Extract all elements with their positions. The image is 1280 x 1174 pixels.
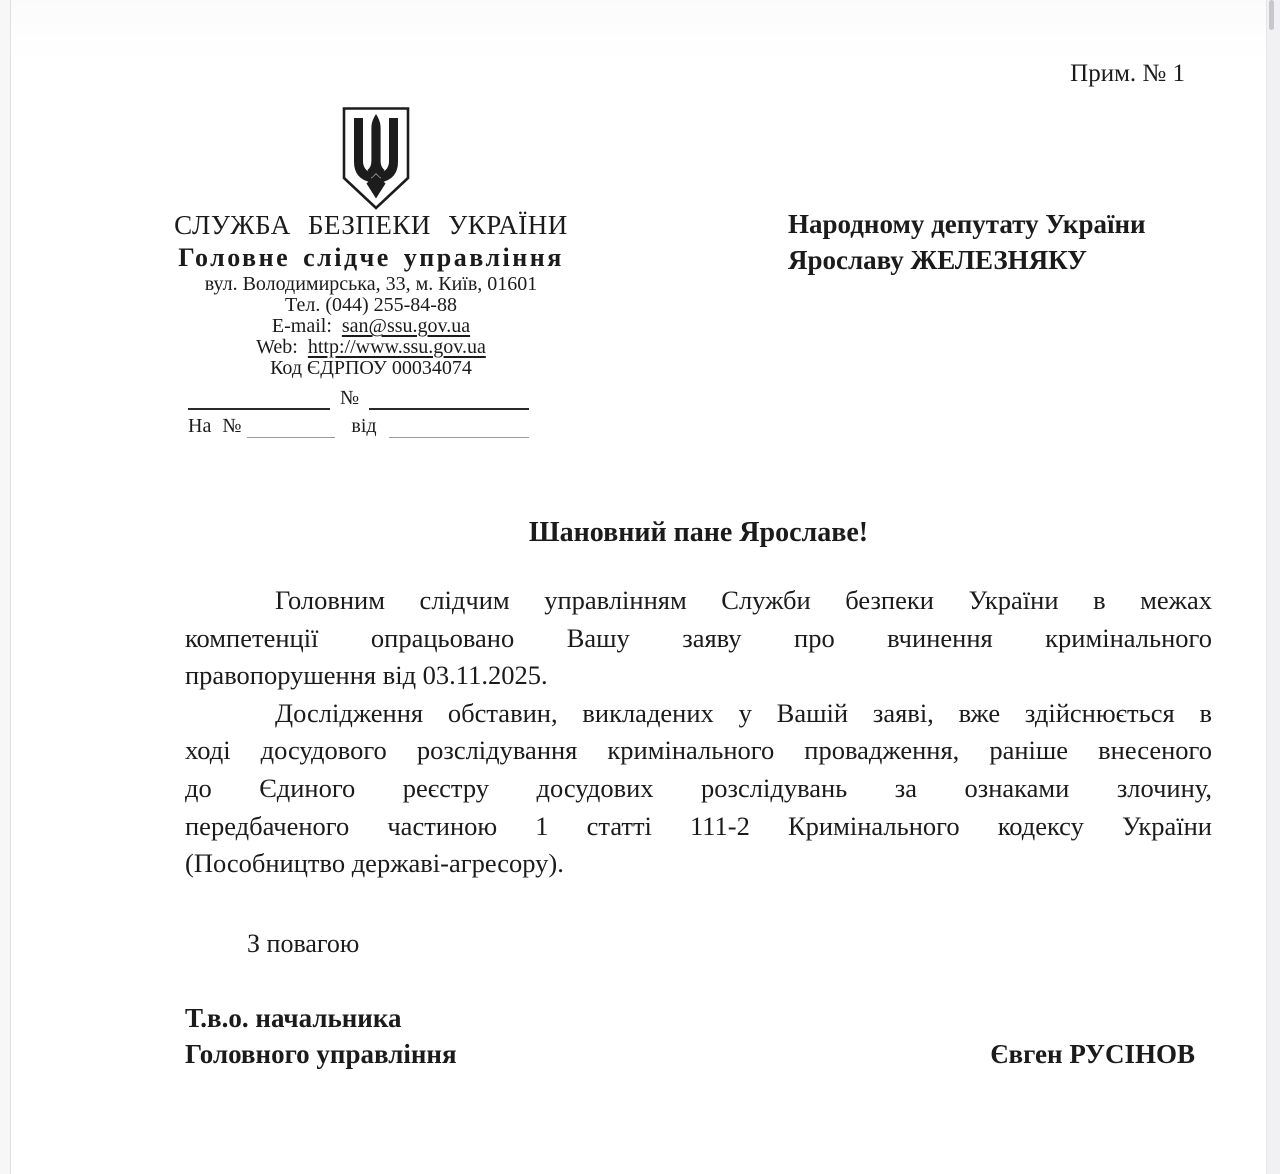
outgoing-number-row [188, 387, 576, 410]
reference-fields [166, 387, 576, 438]
signer-name: Євген РУСІНОВ [990, 1039, 1195, 1069]
addressee-block [788, 206, 1146, 278]
copy-number-label: Прим. № 1 [1070, 60, 1185, 87]
web-link: http://www.ssu.gov.ua [307, 336, 486, 358]
signature-block [185, 1000, 1195, 1072]
vid-label: від [351, 415, 377, 437]
photo-right-edge [1266, 0, 1280, 1174]
signer-position-line1: Т.в.о. начальника [185, 1003, 402, 1033]
ukraine-trident-emblem-icon [337, 105, 415, 218]
org-email-line [166, 316, 576, 336]
na-number-label: На № [188, 415, 242, 437]
para1-line2: компетенції опрацьовано Вашу заяву про вчинення кримінального [185, 622, 1212, 653]
letterhead-block [166, 210, 576, 438]
para1-line3: правопорушення від 03.11.2025. [185, 660, 548, 691]
org-edrpou: Код ЄДРПОУ 00034074 [270, 357, 472, 379]
incoming-number-row [188, 415, 576, 438]
outgoing-number-blank [369, 388, 529, 410]
para2-line4: передбаченого частиною 1 статті 111-2 Кримінального кодексу України [185, 810, 1212, 841]
para2-line3: до Єдиного реєстру досудових розслідувань за ознаками злочину, [185, 772, 1212, 803]
incoming-number-blank [247, 417, 335, 438]
org-name: СЛУЖБА БЕЗПЕКИ УКРАЇНИ [174, 210, 568, 240]
para2-line5: (Пособництво державі-агресору). [185, 848, 564, 879]
incoming-date-blank [389, 417, 529, 438]
signer-position-line2: Головного управління [185, 1039, 457, 1069]
closing-regards: З повагою [247, 929, 360, 958]
email-label: E-mail: [271, 315, 332, 337]
photo-left-edge [0, 0, 10, 1174]
photo-left-edge-line [10, 0, 11, 1174]
org-unit: Головне слідче управління [178, 243, 564, 272]
outgoing-date-blank [188, 388, 330, 410]
salutation: Шановний пане Ярославе! [528, 517, 869, 548]
number-symbol: № [340, 387, 360, 409]
para2-line2: ході досудового розслідування кримінального провадження, раніше внесеного [185, 735, 1212, 766]
web-label: Web: [256, 336, 298, 358]
letter-body [185, 582, 1212, 883]
org-address: вул. Володимирська, 33, м. Київ, 01601 [204, 273, 538, 295]
org-web-line [166, 337, 576, 357]
addressee-title: Народному депутату України [788, 209, 1146, 239]
para1-line1: Головним слідчим управлінням Служби безпеки України в межах [275, 585, 1212, 615]
para2-line1: Дослідження обставин, викладених у Вашій заяві, вже здійснюється в [275, 697, 1212, 728]
email-link: san@ssu.gov.ua [341, 315, 471, 337]
org-phone: Тел. (044) 255-84-88 [285, 294, 457, 316]
scrollbar-thumb[interactable] [1269, 0, 1274, 30]
addressee-name: Ярославу ЖЕЛЕЗНЯКУ [788, 245, 1087, 275]
